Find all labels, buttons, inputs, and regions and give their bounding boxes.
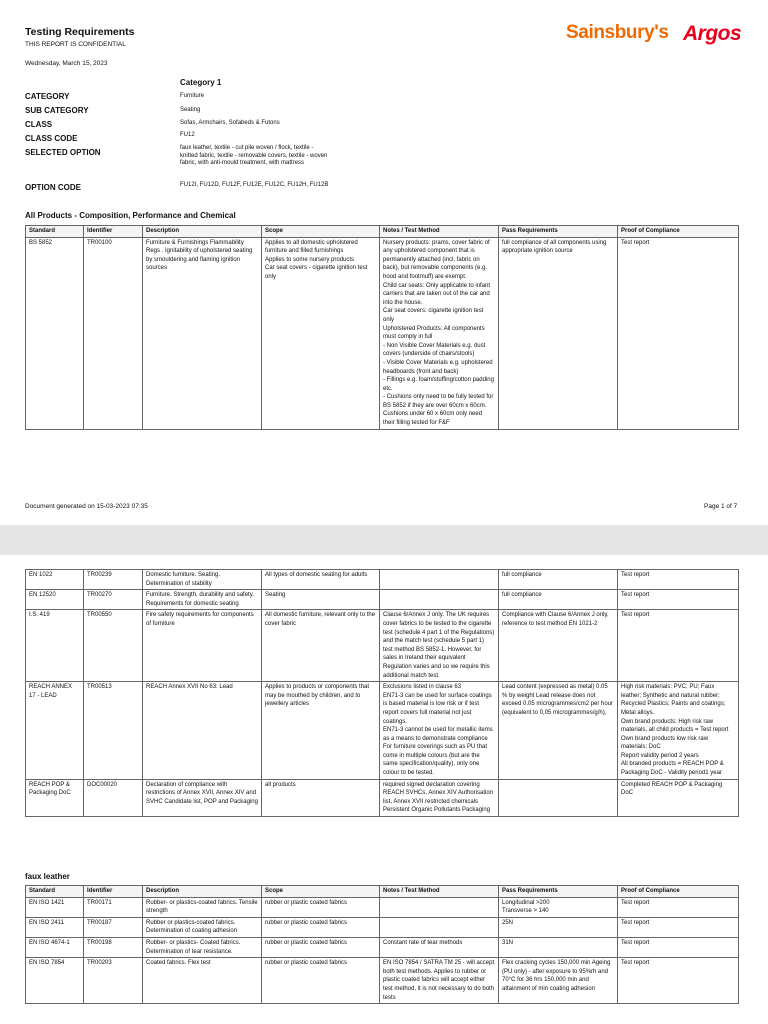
generated-timestamp: Document generated on 15-03-2023 07:35 [25,503,148,510]
cell-text-line: Test report [621,919,650,926]
cell-text-line: Coated fabrics. Flex test [146,960,211,967]
report-page-2 [0,555,768,1024]
cell-identifier [84,590,143,610]
cell-text-line: 31N [502,939,514,946]
cell-text-line: Report validity period 2 years [621,752,699,759]
cell-text-line: TR00513 [87,684,112,691]
cell-text-line: Nursery products: prams, cover fabric of any upholstered component that is permanently attached (incl. fabric on back), but removable components (e.g. hood and footmuff) are exempt. [383,239,490,280]
cell-scope [262,897,380,917]
cell-identifier [84,897,143,917]
cell-text-line: EN71-3 can be used for surface coatings is based material is low risk or if test report covers full material not just coatings. [383,692,492,725]
confidential-notice: THIS REPORT IS CONFIDENTIAL [25,41,126,48]
cell-text-line: Lead content (expressed as metal) 0.05 % by weight Lead release does not exceed 0.05 microgrammes/cm2 per hour (equivalent to 0,05 microgrammes/g/h), [502,684,614,716]
category-value: Furniture [180,93,205,99]
section-title-all-products: All Products - Composition, Performance and Chemical [25,211,236,220]
cell-text-line: required signed declaration covering REACH SVHCs, Annex XIV Authorisation list, Annex XVII restricted chemicals Persistent Organic Pollutants Packaging [383,781,494,814]
cell-proof [618,682,739,780]
cell-text-line: Rubber- or plastics- Coated fabrics. Determination of tear resistance. [146,939,241,955]
column-header-proof: Proof of Compliance [618,226,739,238]
table-row [26,570,739,590]
selected-option-value: faux leather, textile - cut pile woven / flock, textile - knitted fabric, textile - removable covers, textile - woven fabric, with anti-mould treatment, with mattress [180,145,328,167]
cell-text-line: rubber or plastic coated fabrics [265,939,348,946]
column-header-identifier: Identifier [84,226,143,238]
cell-text-line: Upholstered Products: All components must comply in full [383,325,485,341]
cell-text-line: Clause 6/Annex J only. The UK requires cover fabrics to be tested to the cigarette test (schedule 4 part 1 of the Regulations) and the match test (schedule 5 part 1) test method BS 5852-1. However, for sales in Ireland their equivalent Regulation varies and so we require this additional match test. [383,612,495,679]
table-row [26,937,739,957]
column-header-scope: Scope [262,886,380,898]
table-row [26,779,739,816]
cell-text-line: EN ISO 7854 [29,960,65,967]
cell-text-line: full compliance of all components using appropriate ignition source [502,239,607,255]
cell-text-line: High risk materials: PVC; PU; Faux leather; Synthetic and natural rubber; Recycled Plastics; Paints and coatings; Metal alloys. [621,684,726,716]
cell-description [143,237,262,429]
cell-notes [380,937,499,957]
cell-identifier [84,682,143,780]
cell-proof [618,897,739,917]
cell-proof [618,237,739,429]
cell-text-line: EN ISO 7854 / SATRA TM 25 - will accept both test methods. Applies to rubber or plastic coated fabrics will accept either test method, it is not necessary to do both tests [383,960,495,1001]
cell-notes [380,682,499,780]
requirements-table-continued [25,569,739,817]
cell-text-line: Longitudinal >200 [502,899,550,906]
table-body [26,570,739,817]
cell-text-line: All branded products = REACH POP & Packaging DoC - Validity period1 year [621,761,724,777]
cell-text-line: - Cushions only need to be fully tested for BS 5852 if they are over 60cm x 60cm. Cushions under 60 x 60cm only need their filling tested for F&F [383,394,494,427]
cell-text-line: Test report [621,899,650,906]
cell-text-line: Furniture & Furnishings Flammability Regs . Ignitability of upholstered seating by smouldering and flaming ignition sources [146,239,253,272]
table-row [26,917,739,937]
page-separator [0,525,768,555]
cell-text-line: REACH ANNEX 17 - LEAD [29,684,73,699]
cell-text-line: EN ISO 4674-1 [29,939,70,946]
cell-text-line: TR00198 [87,939,112,946]
cell-text-line: Test report [621,572,650,578]
table-row [26,958,739,1004]
table-body [26,237,739,429]
cell-description [143,779,262,816]
cell-scope [262,682,380,780]
cell-text-line: Applies to products or components that may be mouthed by children, and to jewellery articles [265,684,370,708]
cell-standard [26,682,84,780]
cell-text-line: Exclusions listed in clause 63 [383,684,462,691]
category-heading: Category 1 [180,78,222,87]
column-header-proof: Proof of Compliance [618,886,739,898]
cell-identifier [84,779,143,816]
cell-notes [380,897,499,917]
cell-text-line: Test report [621,960,650,967]
cell-proof [618,779,739,816]
cell-text-line: EN 12520 [29,592,56,599]
cell-description [143,610,262,682]
cell-text-line: Own brand products low risk raw materials; DoC [621,735,709,751]
cell-scope [262,958,380,1004]
cell-scope [262,779,380,816]
column-header-notes: Notes / Test Method [380,226,499,238]
cell-text-line: Applies to all domestic upholstered furniture and filled furnishings [265,239,358,255]
cell-identifier [84,937,143,957]
cell-pass [499,570,618,590]
cell-notes [380,610,499,682]
cell-pass [499,610,618,682]
class-code-label: CLASS CODE [25,134,78,143]
cell-scope [262,237,380,429]
cell-text-line: 25N [502,919,514,926]
argos-logo: Argos [683,22,742,45]
column-header-standard: Standard [26,886,84,898]
cell-notes [380,570,499,590]
cell-standard [26,937,84,957]
cell-pass [499,958,618,1004]
cell-scope [262,917,380,937]
cell-text-line: Test report [621,612,650,619]
cell-text-line: - Non Visible Cover Materials e.g. dust covers (underside of chairs/stools) [383,342,486,358]
cell-standard [26,237,84,429]
cell-text-line: DOC00020 [87,781,118,788]
cell-text-line: Compliance with Clause 6/Annex J only, reference to test method EN 1021-2 [502,612,609,627]
column-header-description: Description [143,226,262,238]
cell-text-line: Rubber or plastics-coated fabrics. Determination of coating adhesion [146,919,238,935]
cell-proof [618,570,739,590]
cell-text-line: all products [265,781,296,788]
cell-description [143,897,262,917]
cell-standard [26,917,84,937]
cell-text-line: Own brand products: High risk raw materials, all child products = Test report [621,718,729,734]
cell-text-line: Declaration of compliance with restrictions of Annex XVII, Annex XIV and SVHC Candidate list, POP and Packaging [146,781,258,805]
cell-text-line: Flex cracking cycles 150,000 min Ageing (PU only) - after exposure to 95%rh and 70°C for 36 hrs 150,000 min and attainment of min coating adhesion [502,960,611,992]
cell-text-line: Rubber- or plastics-coated fabrics. Tensile strength [146,899,258,915]
cell-text-line: All domestic furniture, relevant only to the cover fabric [265,612,376,627]
cell-identifier [84,958,143,1004]
cell-text-line: rubber or plastic coated fabrics [265,960,348,967]
cell-text-line: BS 5852 [29,239,53,246]
cell-description [143,570,262,590]
cell-proof [618,610,739,682]
cell-text-line: - Fillings e.g. foam/stuffing/cotton padding etc. [383,377,494,392]
cell-proof [618,917,739,937]
cell-pass [499,682,618,780]
table-row [26,610,739,682]
cell-notes [380,237,499,429]
cell-text-line: TR00239 [87,572,112,578]
cell-text-line: Transverse > 140 [502,908,549,915]
cell-text-line: TR00171 [87,899,112,906]
cell-text-line: I.S. 419 [29,612,50,619]
cell-text-line: REACH POP & Packaging DoC [29,781,71,797]
option-code-value: FU12I, FU12D, FU12F, FU12E, FU12C, FU12H, FU12B [180,182,329,188]
cell-text-line: Car seat covers: cigarette ignition test only [383,308,484,323]
cell-description [143,958,262,1004]
cell-text-line: Fire safety requirements for components of furniture [146,612,254,627]
table-row [26,682,739,780]
table-row [26,590,739,610]
cell-text-line: EN71-3 cannot be used for metallic items as a means to demonstrate compliance [383,727,493,742]
cell-text-line: Car seat covers - cigarette ignition test only [265,265,368,280]
cell-text-line: Test report [621,939,650,946]
cell-description [143,682,262,780]
cell-text-line: EN 1022 [29,572,53,578]
cell-notes [380,917,499,937]
column-header-notes: Notes / Test Method [380,886,499,898]
cell-standard [26,779,84,816]
cell-text-line: EN ISO 2411 [29,919,64,926]
cell-proof [618,958,739,1004]
selected-option-label: SELECTED OPTION [25,148,101,157]
cell-standard [26,590,84,610]
category-label: CATEGORY [25,92,70,101]
cell-scope [262,937,380,957]
cell-proof [618,937,739,957]
report-title: Testing Requirements [25,26,135,38]
report-date: Wednesday, March 15, 2023 [25,60,108,67]
cell-text-line: TR00100 [87,239,112,246]
cell-text-line: full compliance [502,592,542,599]
cell-scope [262,610,380,682]
column-header-identifier: Identifier [84,886,143,898]
cell-text-line: Applies to some nursery products [265,256,355,263]
table-row [26,237,739,429]
cell-standard [26,958,84,1004]
requirements-table-all-products [25,225,739,430]
cell-text-line: Test report [621,239,650,246]
cell-text-line: REACH Annex XVII No 63: Lead [146,684,233,691]
requirements-table-faux-leather [25,885,739,1004]
cell-text-line: Completed REACH POP & Packaging DoC [621,781,723,797]
cell-text-line: All types of domestic seating for adults [265,572,368,578]
cell-identifier [84,917,143,937]
column-header-standard: Standard [26,226,84,238]
cell-text-line: EN ISO 1421 [29,899,65,906]
cell-identifier [84,237,143,429]
cell-text-line: Test report [621,592,650,599]
option-code-label: OPTION CODE [25,183,82,192]
cell-text-line: For furniture coverings such as PU that come in multiple colours (but are the same specification/quality), only one colour to be tested. [383,744,488,777]
page-number: Page 1 of 7 [704,503,738,510]
cell-notes [380,779,499,816]
sub-category-label: SUB CATEGORY [25,106,89,115]
table-row [26,897,739,917]
column-header-description: Description [143,886,262,898]
cell-pass [499,237,618,429]
section-title-faux-leather: faux leather [25,872,70,881]
table-body [26,897,739,1004]
sainsburys-logo: Sainsbury's [566,22,669,43]
cell-text-line: - Visible Cover Materials e.g. upholstered headboards (front and back) [383,359,493,375]
cell-pass [499,779,618,816]
cell-text-line: Furniture. Strength, durability and safety. Requirements for domestic seating [146,592,254,607]
cell-description [143,590,262,610]
cell-text-line: rubber or plastic coated fabrics [265,899,348,906]
cell-text-line: full compliance [502,572,542,578]
cell-pass [499,897,618,917]
class-value: Sofas, Armchairs, Sofabeds & Futons [180,120,280,126]
cell-standard [26,610,84,682]
cell-text-line: Domestic furniture. Seating. Determination of stability [146,572,221,587]
column-header-scope: Scope [262,226,380,238]
cell-text-line: Constant rate of tear methods [383,939,463,946]
cell-scope [262,570,380,590]
column-header-pass: Pass Requirements [499,226,618,238]
cell-pass [499,590,618,610]
cell-pass [499,937,618,957]
cell-description [143,917,262,937]
cell-pass [499,917,618,937]
sub-category-value: Seating [180,107,201,113]
cell-notes [380,590,499,610]
table-header-row [26,226,739,238]
cell-identifier [84,570,143,590]
cell-text-line: TR00203 [87,960,112,967]
cell-proof [618,590,739,610]
cell-text-line: Child car seats: Only applicable to infant carriers that are taken out of the car and into the house. [383,282,491,306]
cell-standard [26,897,84,917]
cell-text-line: Seating [265,592,286,599]
column-header-pass: Pass Requirements [499,886,618,898]
cell-identifier [84,610,143,682]
cell-standard [26,570,84,590]
cell-text-line: TR00187 [87,919,112,926]
table-header-row [26,886,739,898]
cell-description [143,937,262,957]
class-code-value: FU12 [180,132,195,138]
cell-text-line: TR00270 [87,592,112,599]
cell-notes [380,958,499,1004]
cell-text-line: rubber or plastic coated fabrics [265,919,348,926]
cell-text-line: TR00550 [87,612,112,619]
class-label: CLASS [25,120,53,129]
cell-scope [262,590,380,610]
